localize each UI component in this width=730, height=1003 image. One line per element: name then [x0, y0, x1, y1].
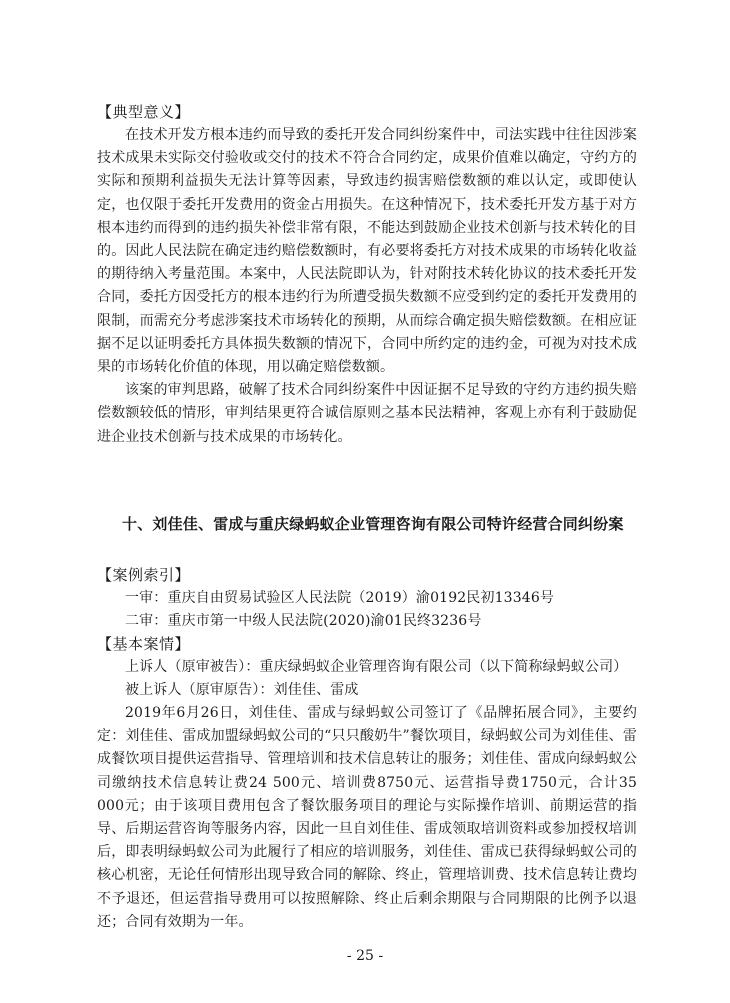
significance-body: [97, 124, 637, 449]
second-instance-line: 二审：重庆市第一中级人民法院(2020)渝01民终3236号: [125, 613, 482, 629]
first-instance-line: 一审：重庆自由贸易试验区人民法院（2019）渝0192民初13346号: [125, 590, 555, 606]
basic-facts-body: [97, 702, 637, 934]
basic-facts-paragraph: 2019年6月26日，刘佳佳、雷成与绿蚂蚁公司签订了《品牌拓展合同》，主要约定：刘佳佳、雷成加盟绿蚂蚁公司的“只只酸奶牛”餐饮项目，绿蚂蚁公司为刘佳佳、雷成餐饮项目提供运营指导、管理培训和技术信息转让的服务；刘佳佳、雷成向绿蚂蚁公司缴纳技术信息转让费24 500元、培训费8750元、运营指导费1750元，合计35 000元；由于该项目费用包含了餐饮服务项目的理论与实际操作培训、前期运营的指导、后期运营咨询等服务内容，因此一旦自刘佳佳、雷成领取培训资料或参加授权培训后，即表明绿蚂蚁公司为此履行了相应的培训服务，刘佳佳、雷成已获得绿蚂蚁公司的核心机密，无论任何情形出现导致合同的解除、终止，管理培训费、技术信息转让费均不予退还，但运营指导费用可以按照解除、终止后剩余期限与合同期限的比例予以退还；合同有效期为一年。: [97, 705, 637, 930]
basic-facts-heading: 【基本案情】: [97, 635, 191, 653]
significance-paragraph-2: 该案的审判思路，破解了技术合同纠纷案件中因证据不足导致的守约方违约损失赔偿数额较低的情形，审判结果更符合诚信原则之基本民法精神，客观上亦有利于鼓励促进企业技术创新与技术成果的市场转化。: [97, 382, 637, 445]
case-index-heading: 【案例索引】: [97, 566, 191, 584]
appellant-line: 上诉人（原审被告）：重庆绿蚂蚁企业管理咨询有限公司（以下简称绿蚂蚁公司）: [125, 659, 628, 675]
case-title: 十、刘佳佳、雷成与重庆绿蚂蚁企业管理咨询有限公司特许经营合同纠纷案: [122, 515, 624, 533]
significance-paragraph-1: 在技术开发方根本违约而导致的委托开发合同纠纷案件中，司法实践中往往因涉案技术成果未实际交付验收或交付的技术不符合合同约定，成果价值难以确定，守约方的实际和预期利益损失无法计算等因素，导致违约损害赔偿数额的难以认定，或即使认定，也仅限于委托开发费用的资金占用损失。在这种情况下，技术委托开发方基于对方根本违约而得到的违约损失补偿非常有限，不能达到鼓励企业技术创新与技术转化的目的。因此人民法院在确定违约赔偿数额时，有必要将委托方对技术成果的市场转化收益的期待纳入考量范围。本案中，人民法院即认为，针对附技术转化协议的技术委托开发合同，委托方因受托方的根本违约行为所遭受损失数额不应受到约定的委托开发费用的限制，而需充分考虑涉案技术市场转化的预期，从而综合确定损失赔偿数额。在相应证据不足以证明委托方具体损失数额的情况下，合同中所约定的违约金，可视为对技术成果的市场转化价值的体现，用以确定赔偿数额。: [97, 127, 637, 376]
appellee-line: 被上诉人（原审原告）：刘佳佳、雷成: [125, 682, 359, 698]
significance-heading: 【典型意义】: [97, 103, 191, 121]
page-number: - 25 -: [346, 948, 384, 964]
